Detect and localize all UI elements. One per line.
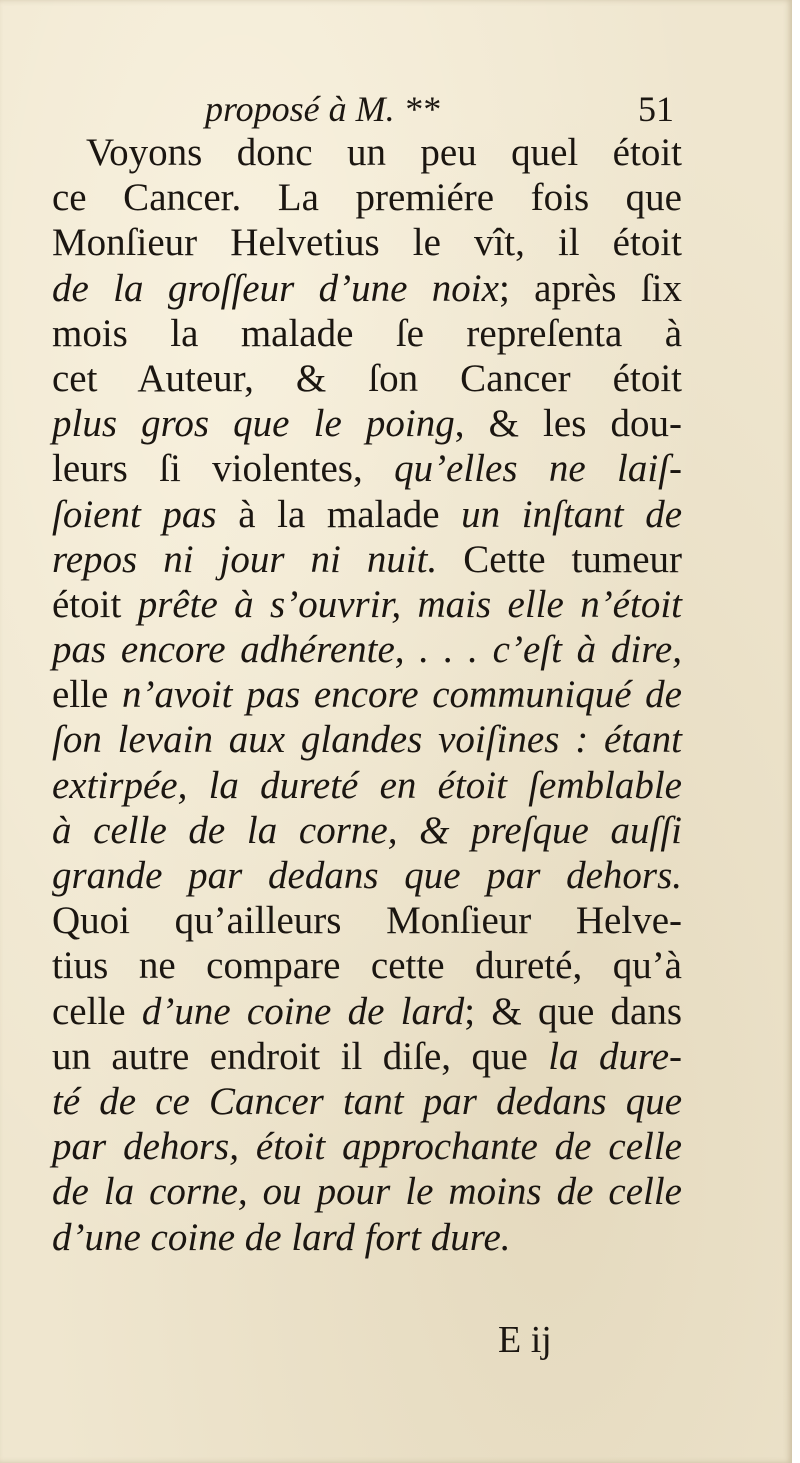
text-line	[52, 175, 682, 220]
text-line	[52, 220, 682, 265]
text-line	[52, 989, 682, 1034]
roman-span: ; & que dans	[464, 989, 682, 1033]
text-line	[52, 356, 682, 401]
roman-span: elle	[52, 673, 122, 717]
text-line	[52, 1034, 682, 1079]
roman-span: , & les dou-	[454, 402, 682, 446]
italic-span: ſoient pas	[52, 492, 217, 536]
roman-span: cet Auteur, & ſon Cancer étoit	[52, 356, 682, 400]
text-line	[52, 808, 682, 853]
body-text	[52, 130, 682, 1260]
text-line	[52, 1215, 682, 1260]
text-line	[52, 446, 682, 491]
text-line	[52, 853, 682, 898]
italic-span: par dehors, étoit approchante de celle	[52, 1125, 682, 1169]
italic-span: de la corne, ou pour le moins de celle	[52, 1170, 682, 1214]
italic-span: ſon levain aux glandes voiſines : étant	[52, 718, 682, 762]
roman-span: Quoi qu’ailleurs Monſieur Helve-	[52, 899, 682, 943]
italic-span: à celle de la corne, & preſque auſſi	[52, 808, 682, 852]
italic-span: qu’elles ne laiſ-	[394, 447, 682, 491]
roman-span: un autre endroit il diſe, que	[52, 1034, 549, 1078]
italic-span: de la groſſeur d’une noix	[52, 266, 499, 310]
text-line	[52, 672, 682, 717]
text-line	[52, 627, 682, 672]
italic-span: d’une coine de lard	[141, 989, 465, 1033]
roman-span: celle	[52, 989, 142, 1033]
text-line	[52, 763, 682, 808]
italic-span: repos ni jour ni nuit.	[52, 537, 438, 581]
italic-span: d’une coine de lard fort dure.	[52, 1215, 511, 1259]
roman-span: leurs ſi violentes,	[52, 447, 395, 491]
roman-span: mois la malade ſe repreſenta à	[52, 311, 682, 355]
italic-span: un inſtant de	[461, 492, 683, 536]
text-line	[52, 717, 682, 762]
italic-span: grande par dedans que par dehors.	[52, 854, 682, 897]
text-line	[52, 1079, 682, 1124]
text-line	[52, 1169, 682, 1214]
italic-span: n’avoit pas encore communiqué de	[121, 673, 682, 717]
text-line	[52, 1124, 682, 1169]
text-line	[52, 492, 682, 537]
text-line	[52, 537, 682, 582]
italic-span: pas encore adhérente, . . . c’eſt à dire,	[52, 628, 682, 672]
text-line	[52, 582, 682, 627]
italic-span: la dure-	[548, 1034, 682, 1078]
roman-span: ce Cancer. La premiére fois que	[52, 176, 682, 220]
text-line	[52, 898, 682, 943]
italic-span: plus gros que le poing	[52, 402, 455, 446]
roman-span: Monſieur Helvetius le vît, il étoit	[52, 221, 682, 265]
italic-span: té de ce Cancer tant par dedans que	[52, 1079, 682, 1123]
text-line	[52, 130, 682, 175]
roman-span: à la malade	[216, 492, 462, 536]
text-line	[52, 401, 682, 446]
roman-span: Cette tumeur	[437, 537, 682, 581]
italic-span: extirpée, la dureté en étoit ſemblable	[52, 763, 682, 807]
italic-span: prête à s’ouvrir, mais elle n’étoit	[137, 582, 682, 626]
text-line	[52, 311, 682, 356]
roman-span: Voyons donc un peu quel étoit	[86, 131, 682, 174]
roman-span: étoit	[52, 582, 138, 626]
running-title: proposé à M. **	[205, 89, 440, 129]
text-line	[52, 266, 682, 311]
roman-span: ; après ſix	[498, 266, 682, 310]
page-number: 51	[638, 89, 674, 129]
text-line	[52, 943, 682, 988]
page-header	[0, 88, 792, 134]
roman-span: tius ne compare cette dureté, qu’à	[52, 944, 682, 988]
signature-mark: E ij	[498, 1319, 552, 1361]
